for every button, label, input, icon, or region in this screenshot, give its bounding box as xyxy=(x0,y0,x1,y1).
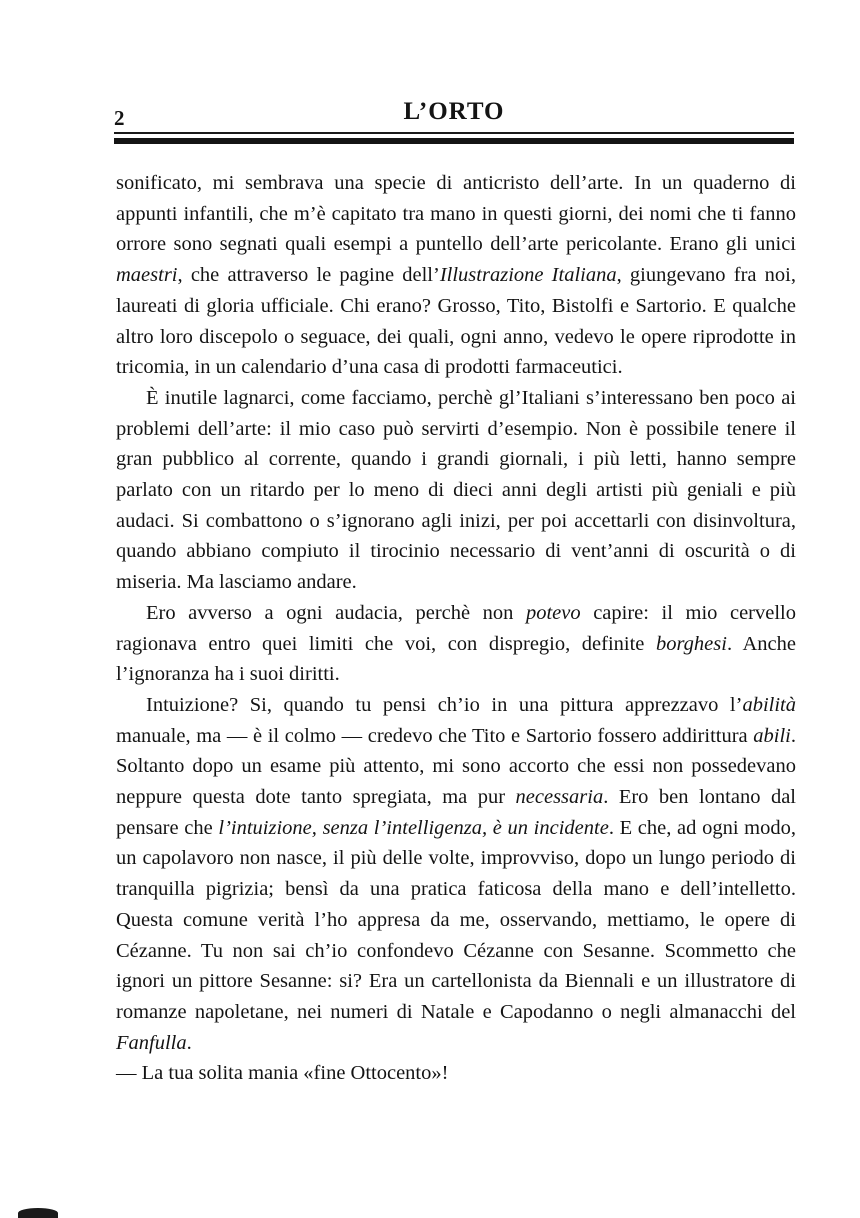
text-run: . Soltanto dopo un esame più attento, mi sono accorto che essi non possedevano neppure questa dote tanto spregiata, ma pur xyxy=(116,724,796,809)
header-rule-thick xyxy=(114,138,794,144)
page-header xyxy=(114,96,794,128)
italic-run: l’intuizione, senza l’intelligenza, è un incidente xyxy=(218,816,609,839)
paragraph-p5 xyxy=(116,1058,796,1089)
text-run: . Anche l’ignoranza ha i suoi diritti. xyxy=(116,632,796,686)
paragraph-p4 xyxy=(116,690,796,1058)
text-run: , che attraverso le pagine dell’ xyxy=(177,264,440,287)
text-run: . E che, ad ogni modo, un capolavoro non nasce, il più delle volte, improvviso, dopo un lungo periodo di tranquilla pigrizia; bensì da una pratica faticosa della mano e dell’intelletto. Questa comune verità l’ho appresa da me, osservando, mettiamo, le opere di Cézanne. Tu non sai ch’io confondevo Cézanne con Sesanne. Scommetto che ignori un pittore Sesanne: si? Era un cartellonista da Biennali e un illustratore di romanze napoletane, nei numeri di Natale e Capodanno o negli almanacchi del xyxy=(116,816,796,1023)
italic-run: abili xyxy=(753,724,791,747)
paragraph-p1 xyxy=(116,168,796,383)
text-run: sonificato, mi sembrava una specie di anticristo dell’arte. In un quaderno di appunti infantili, che m’è capitato tra mano in questi giorni, dei nomi che ti fanno orrore sono segnati quali esempi a puntello dell’arte pericolante. Erano gli unici xyxy=(116,172,796,256)
paragraph-p2 xyxy=(116,383,796,598)
text-run: . xyxy=(186,1031,192,1054)
italic-run: abilità xyxy=(742,693,796,716)
italic-run: Illustrazione Italiana xyxy=(439,264,617,287)
text-run: manuale, ma — è il colmo — credevo che Tito e Sartorio fossero addirittura xyxy=(116,724,754,747)
italic-run: maestri xyxy=(116,264,178,287)
running-title: L’ORTO xyxy=(403,98,505,125)
italic-run: borghesi xyxy=(655,632,727,655)
paragraph-p3 xyxy=(116,598,796,690)
text-run: È inutile lagnarci, come facciamo, perchè gl’Italiani s’interessano ben poco ai problemi dell’arte: il mio caso può servirti d’esempio. Non è possibile tenere il gran pubblico al corrente, quando i grandi giornali, i più letti, hanno sempre parlato con un ritardo per lo meno di dieci anni degli artisti più geniali e più audaci. Si combattono o s’ignorano agli inizi, per poi accettarli con disinvoltura, quando abbiano compiuto il tirocinio necessario di vent’anni di oscurità o di miseria. Ma lasciamo andare. xyxy=(116,386,796,594)
text-run: Intuizione? Si, quando tu pensi ch’io in una pittura apprezzavo l’ xyxy=(146,693,743,716)
italic-run: necessaria xyxy=(515,786,604,809)
italic-run: Fanfulla xyxy=(116,1031,187,1054)
page-corner-mark xyxy=(18,1208,58,1218)
text-run: . Ero ben lontano dal pensare che xyxy=(116,786,796,839)
text-run: — La tua solita mania «fine Ottocento»! xyxy=(116,1062,449,1085)
text-run: Ero avverso a ogni audacia, perchè non xyxy=(146,601,526,624)
body-text xyxy=(116,168,796,1089)
italic-run: potevo xyxy=(525,601,581,624)
header-rule-thin xyxy=(114,132,794,134)
page-number: 2 xyxy=(114,106,125,130)
text-run: , giungevano fra noi, laureati di gloria ufficiale. Chi erano? Grosso, Tito, Bistolfi e Sartorio. E qualche altro loro discepolo o seguace, dei quali, ogni anno, vedevo le opere riprodotte in tricomia, in un calendario d’una casa di prodotti farmaceutici. xyxy=(116,264,796,379)
text-run: capire: il mio cervello ragionava entro quei limiti che voi, con dispregio, definite xyxy=(116,601,796,655)
